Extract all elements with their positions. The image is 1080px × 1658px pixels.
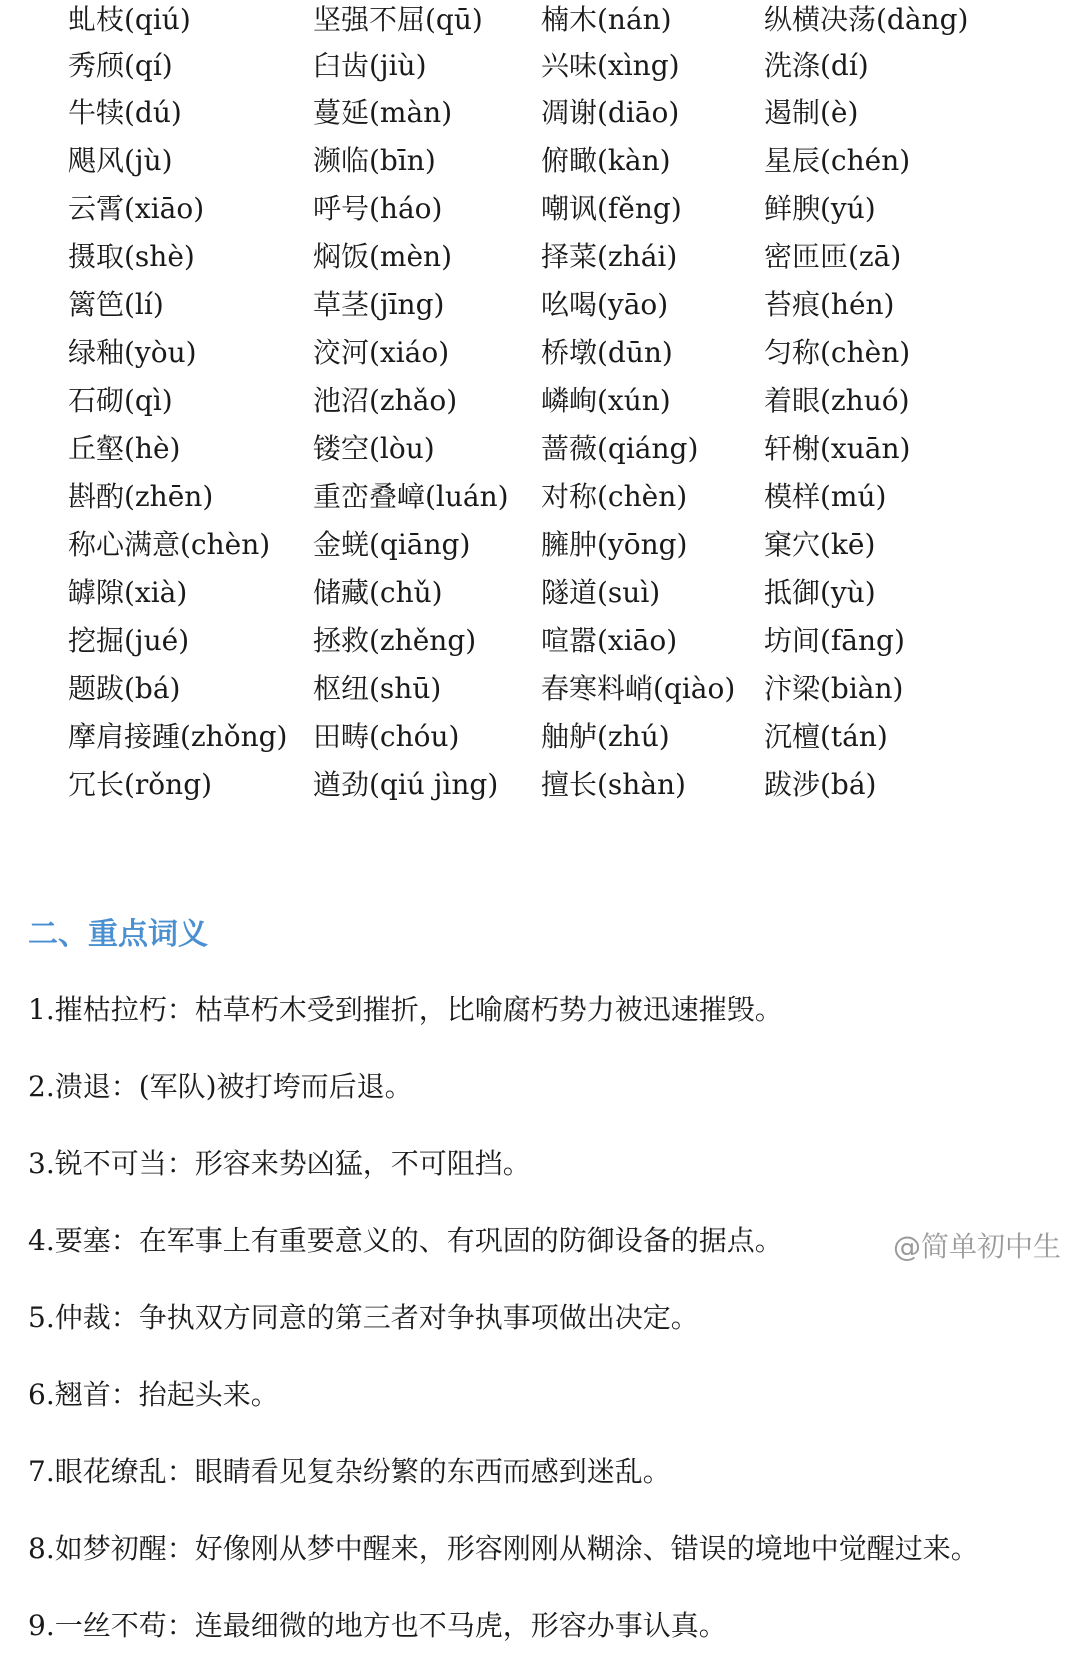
vocab-row xyxy=(0,621,1080,669)
vocab-item: 篱笆(lí) xyxy=(68,288,164,321)
vocab-row xyxy=(0,381,1080,429)
vocab-item: 模样(mú) xyxy=(764,480,887,513)
vocab-item: 摩肩接踵(zhǒng) xyxy=(68,720,288,753)
vocab-item: 飓风(jù) xyxy=(68,144,173,177)
vocab-row xyxy=(0,573,1080,621)
vocab-item: 储藏(chǔ) xyxy=(313,576,443,609)
vocab-item: 虬枝(qiú) xyxy=(68,3,191,36)
vocab-item: 金蜣(qiāng) xyxy=(313,528,471,561)
vocab-item: 称心满意(chèn) xyxy=(68,528,271,561)
vocab-item: 臼齿(jiù) xyxy=(313,49,427,82)
vocab-item: 嘲讽(fěng) xyxy=(541,192,682,225)
vocab-item: 嶙峋(xún) xyxy=(541,384,671,417)
vocab-row xyxy=(0,285,1080,333)
vocab-item: 鲜腴(yú) xyxy=(764,192,876,225)
vocab-item: 池沼(zhǎo) xyxy=(313,384,458,417)
vocab-item: 遒劲(qiú jìng) xyxy=(313,768,499,801)
vocab-item: 丘壑(hè) xyxy=(68,432,181,465)
vocab-item: 兴味(xìng) xyxy=(541,49,680,82)
vocab-item: 洨河(xiáo) xyxy=(313,336,450,369)
vocab-item: 楠木(nán) xyxy=(541,3,672,36)
vocab-item: 桥墩(dūn) xyxy=(541,336,673,369)
vocab-row xyxy=(0,189,1080,237)
vocab-item: 俯瞰(kàn) xyxy=(541,144,671,177)
vocab-item: 遏制(è) xyxy=(764,96,859,129)
vocab-item: 纵横决荡(dàng) xyxy=(764,3,969,36)
definition-item: 1.摧枯拉朽：枯草朽木受到摧折，比喻腐朽势力被迅速摧毁。 xyxy=(28,993,783,1026)
vocab-item: 枢纽(shū) xyxy=(313,672,442,705)
vocab-row xyxy=(0,46,1080,94)
vocab-item: 斟酌(zhēn) xyxy=(68,480,214,513)
vocab-item: 濒临(bīn) xyxy=(313,144,436,177)
vocab-item: 臃肿(yōng) xyxy=(541,528,688,561)
vocab-item: 洗涤(dí) xyxy=(764,49,869,82)
vocab-item: 蔓延(màn) xyxy=(313,96,453,129)
vocab-row xyxy=(0,237,1080,285)
vocab-row xyxy=(0,669,1080,717)
vocab-row xyxy=(0,429,1080,477)
vocab-item: 择菜(zhái) xyxy=(541,240,678,273)
vocab-item: 跋涉(bá) xyxy=(764,768,877,801)
vocab-item: 匀称(chèn) xyxy=(764,336,911,369)
vocab-item: 坊间(fāng) xyxy=(764,624,905,657)
vocab-item: 舳舻(zhú) xyxy=(541,720,670,753)
definition-item: 5.仲裁：争执双方同意的第三者对争执事项做出决定。 xyxy=(28,1301,699,1334)
vocab-item: 擅长(shàn) xyxy=(541,768,686,801)
watermark: @简单初中生 xyxy=(893,1230,1062,1263)
definition-item: 7.眼花缭乱：眼睛看见复杂纷繁的东西而感到迷乱。 xyxy=(28,1455,671,1488)
vocab-row xyxy=(0,477,1080,525)
vocab-item: 草茎(jīng) xyxy=(313,288,445,321)
vocab-item: 窠穴(kē) xyxy=(764,528,876,561)
vocab-item: 苔痕(hén) xyxy=(764,288,895,321)
vocab-row xyxy=(0,141,1080,189)
vocab-item: 轩榭(xuān) xyxy=(764,432,911,465)
vocab-item: 牛犊(dú) xyxy=(68,96,182,129)
vocab-item: 吆喝(yāo) xyxy=(541,288,669,321)
vocab-item: 镂空(lòu) xyxy=(313,432,435,465)
vocab-item: 绿釉(yòu) xyxy=(68,336,197,369)
vocab-row xyxy=(0,333,1080,381)
vocab-item: 着眼(zhuó) xyxy=(764,384,910,417)
vocab-item: 沉檀(tán) xyxy=(764,720,888,753)
vocab-item: 隧道(suì) xyxy=(541,576,661,609)
vocab-item: 挖掘(jué) xyxy=(68,624,190,657)
definition-item: 4.要塞：在军事上有重要意义的、有巩固的防御设备的据点。 xyxy=(28,1224,783,1257)
vocab-row xyxy=(0,525,1080,573)
vocab-item: 密匝匝(zā) xyxy=(764,240,902,273)
vocab-row xyxy=(0,717,1080,765)
vocab-item: 焖饭(mèn) xyxy=(313,240,453,273)
vocab-item: 春寒料峭(qiào) xyxy=(541,672,736,705)
vocab-item: 凋谢(diāo) xyxy=(541,96,680,129)
vocab-item: 呼号(háo) xyxy=(313,192,443,225)
definition-item: 2.溃退：(军队)被打垮而后退。 xyxy=(28,1070,413,1103)
definition-item: 6.翘首：抬起头来。 xyxy=(28,1378,279,1411)
vocab-row xyxy=(0,93,1080,141)
vocab-item: 蔷薇(qiáng) xyxy=(541,432,699,465)
vocab-item: 星辰(chén) xyxy=(764,144,911,177)
vocab-item: 对称(chèn) xyxy=(541,480,688,513)
vocab-item: 重峦叠嶂(luán) xyxy=(313,480,509,513)
vocab-item: 拯救(zhěng) xyxy=(313,624,477,657)
vocab-row xyxy=(0,765,1080,813)
vocab-item: 石砌(qì) xyxy=(68,384,173,417)
vocab-item: 抵御(yù) xyxy=(764,576,876,609)
definition-item: 3.锐不可当：形容来势凶猛，不可阻挡。 xyxy=(28,1147,531,1180)
definition-item: 9.一丝不苟：连最细微的地方也不马虎，形容办事认真。 xyxy=(28,1609,727,1642)
vocab-item: 坚强不屈(qū) xyxy=(313,3,483,36)
section-title: 二、重点词义 xyxy=(28,917,208,952)
vocab-item: 喧嚣(xiāo) xyxy=(541,624,678,657)
vocab-item: 冗长(rǒng) xyxy=(68,768,213,801)
vocab-item: 云霄(xiāo) xyxy=(68,192,205,225)
vocab-item: 田畴(chóu) xyxy=(313,720,460,753)
vocab-item: 摄取(shè) xyxy=(68,240,195,273)
vocab-item: 秀颀(qí) xyxy=(68,49,173,82)
vocab-row xyxy=(0,0,1080,48)
vocab-item: 汴梁(biàn) xyxy=(764,672,904,705)
vocab-item: 题跋(bá) xyxy=(68,672,181,705)
vocab-item: 罅隙(xià) xyxy=(68,576,188,609)
definition-item: 8.如梦初醒：好像刚从梦中醒来，形容刚刚从糊涂、错误的境地中觉醒过来。 xyxy=(28,1532,979,1565)
